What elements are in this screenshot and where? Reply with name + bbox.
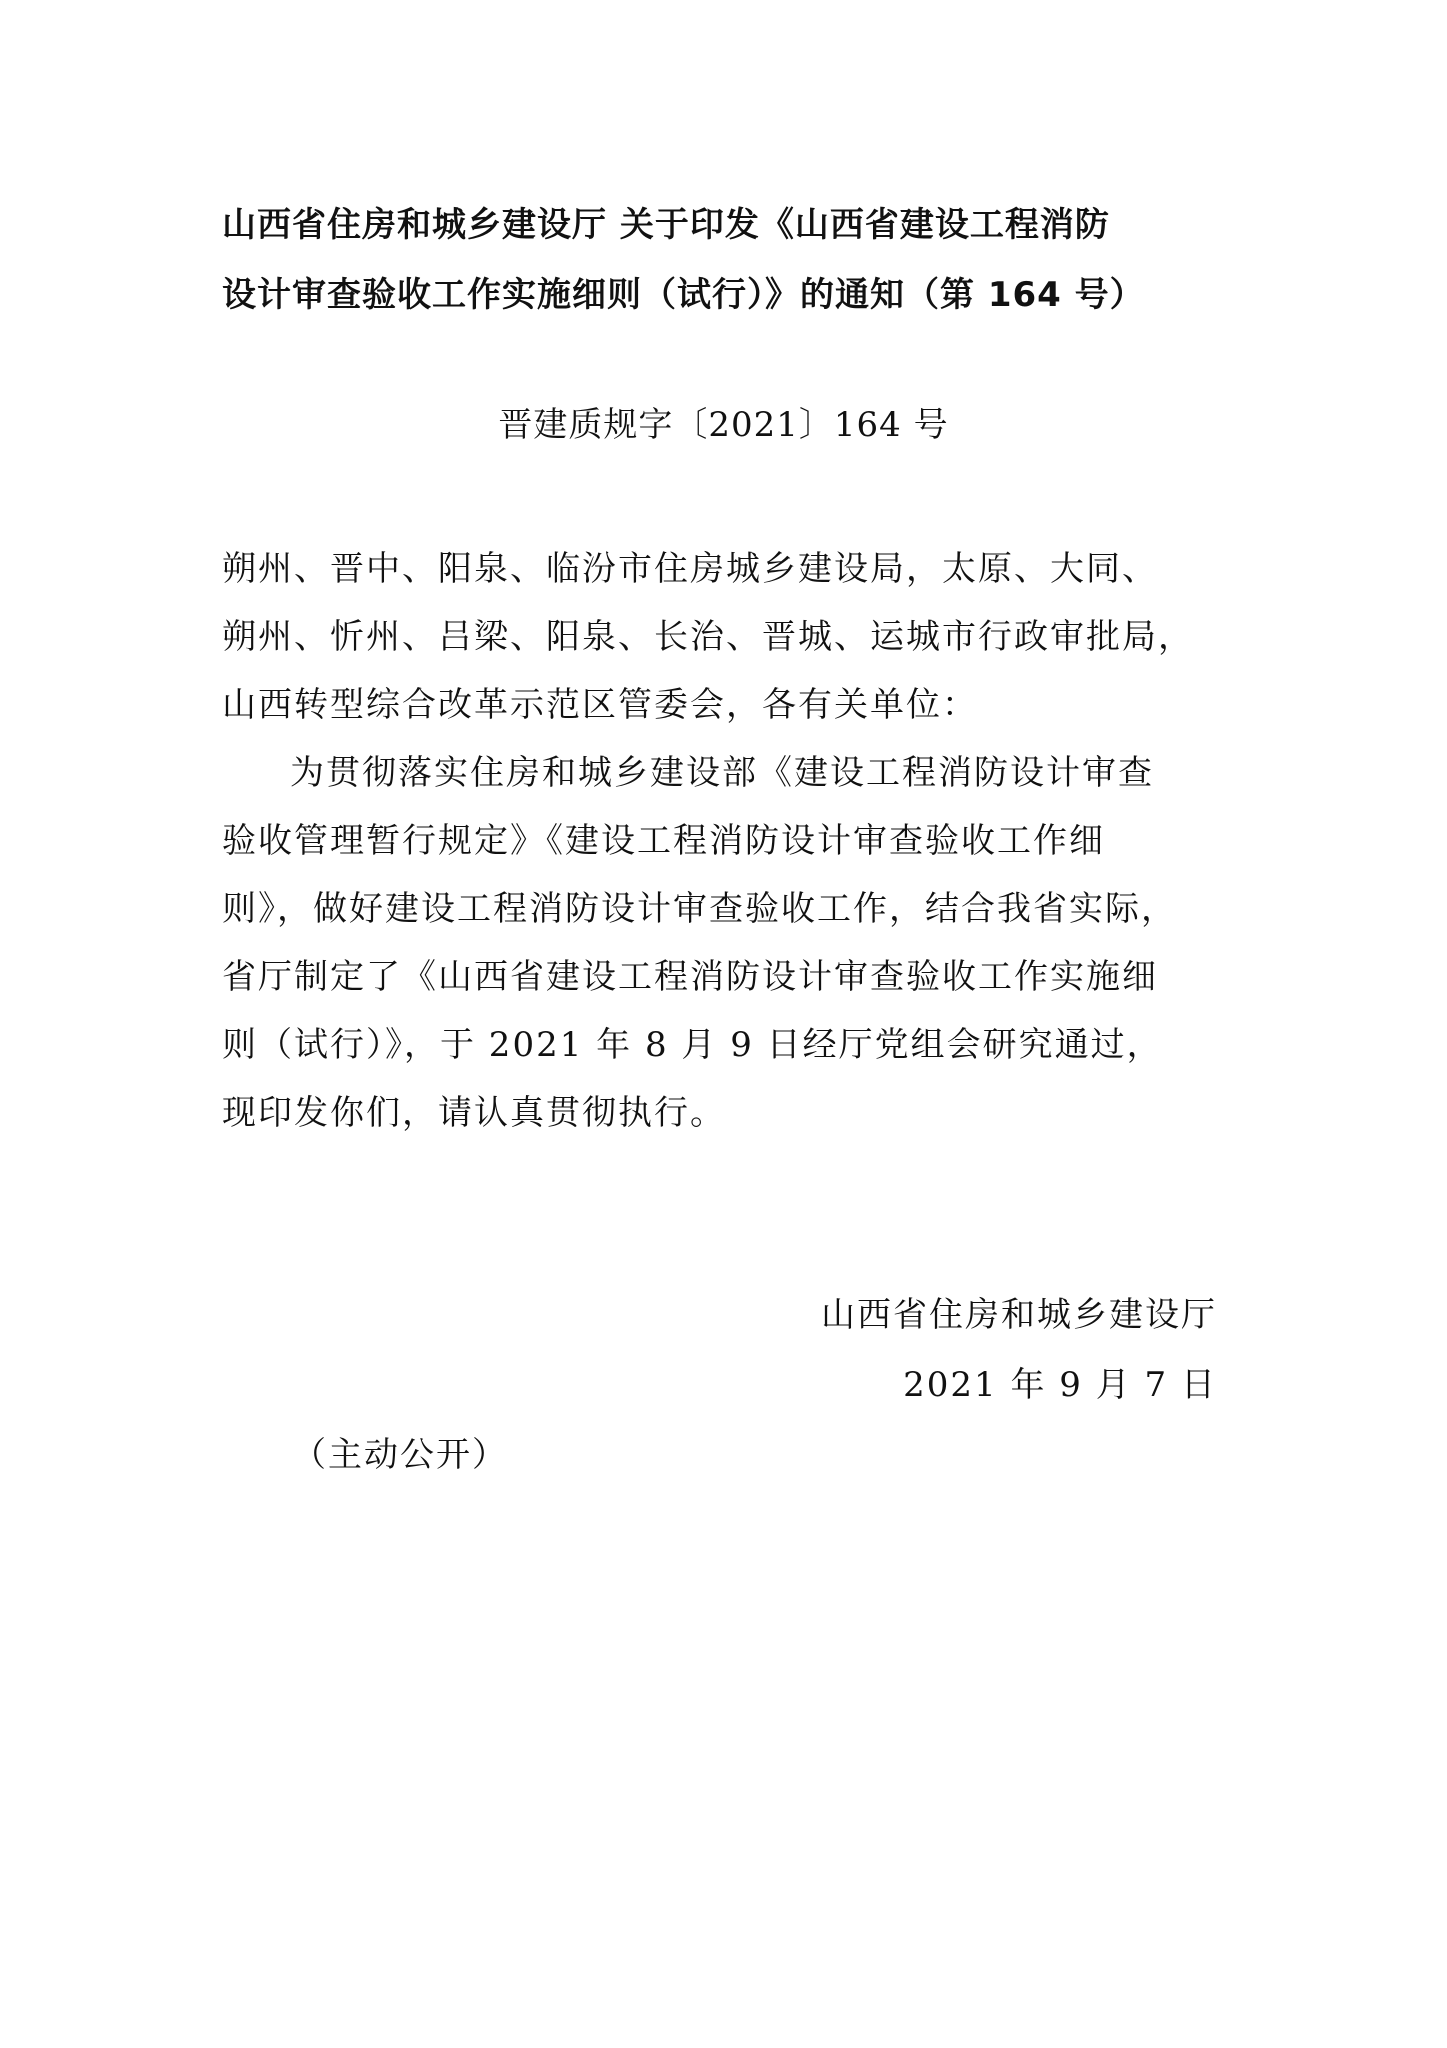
addressee-line-1: 朔州、晋中、阳泉、临汾市住房城乡建设局，太原、大同、 [222, 549, 1158, 589]
body-line-1: 为贯彻落实住房和城乡建设部《建设工程消防设计审查 [290, 753, 1154, 793]
document-title [222, 190, 1242, 330]
body-line-6: 现印发你们，请认真贯彻执行。 [222, 1093, 726, 1133]
document-number: 晋建质规字〔2021〕164 号 [498, 405, 949, 445]
title-line-2: 设计审查验收工作实施细则（试行）》的通知（第 164 号） [222, 275, 1145, 315]
addressee-line-2: 朔州、忻州、吕梁、阳泉、长治、晋城、运城市行政审批局， [222, 617, 1194, 657]
body-line-2: 验收管理暂行规定》《建设工程消防设计审查验收工作细 [222, 821, 1105, 861]
body-line-5: 则（试行）》，于 2021 年 8 月 9 日经厅党组会研究通过， [222, 1025, 1163, 1065]
signature-date: 2021 年 9 月 7 日 [903, 1365, 1217, 1405]
document-body [222, 535, 1242, 1147]
disclosure-note: （主动公开） [292, 1435, 508, 1475]
body-line-3: 则》，做好建设工程消防设计审查验收工作，结合我省实际， [222, 889, 1177, 929]
addressee-line-3: 山西转型综合改革示范区管委会，各有关单位： [222, 685, 978, 725]
body-line-4: 省厅制定了《山西省建设工程消防设计审查验收工作实施细 [222, 957, 1158, 997]
title-line-1: 山西省住房和城乡建设厅 关于印发《山西省建设工程消防 [222, 205, 1110, 245]
signature-organization: 山西省住房和城乡建设厅 [821, 1295, 1217, 1335]
